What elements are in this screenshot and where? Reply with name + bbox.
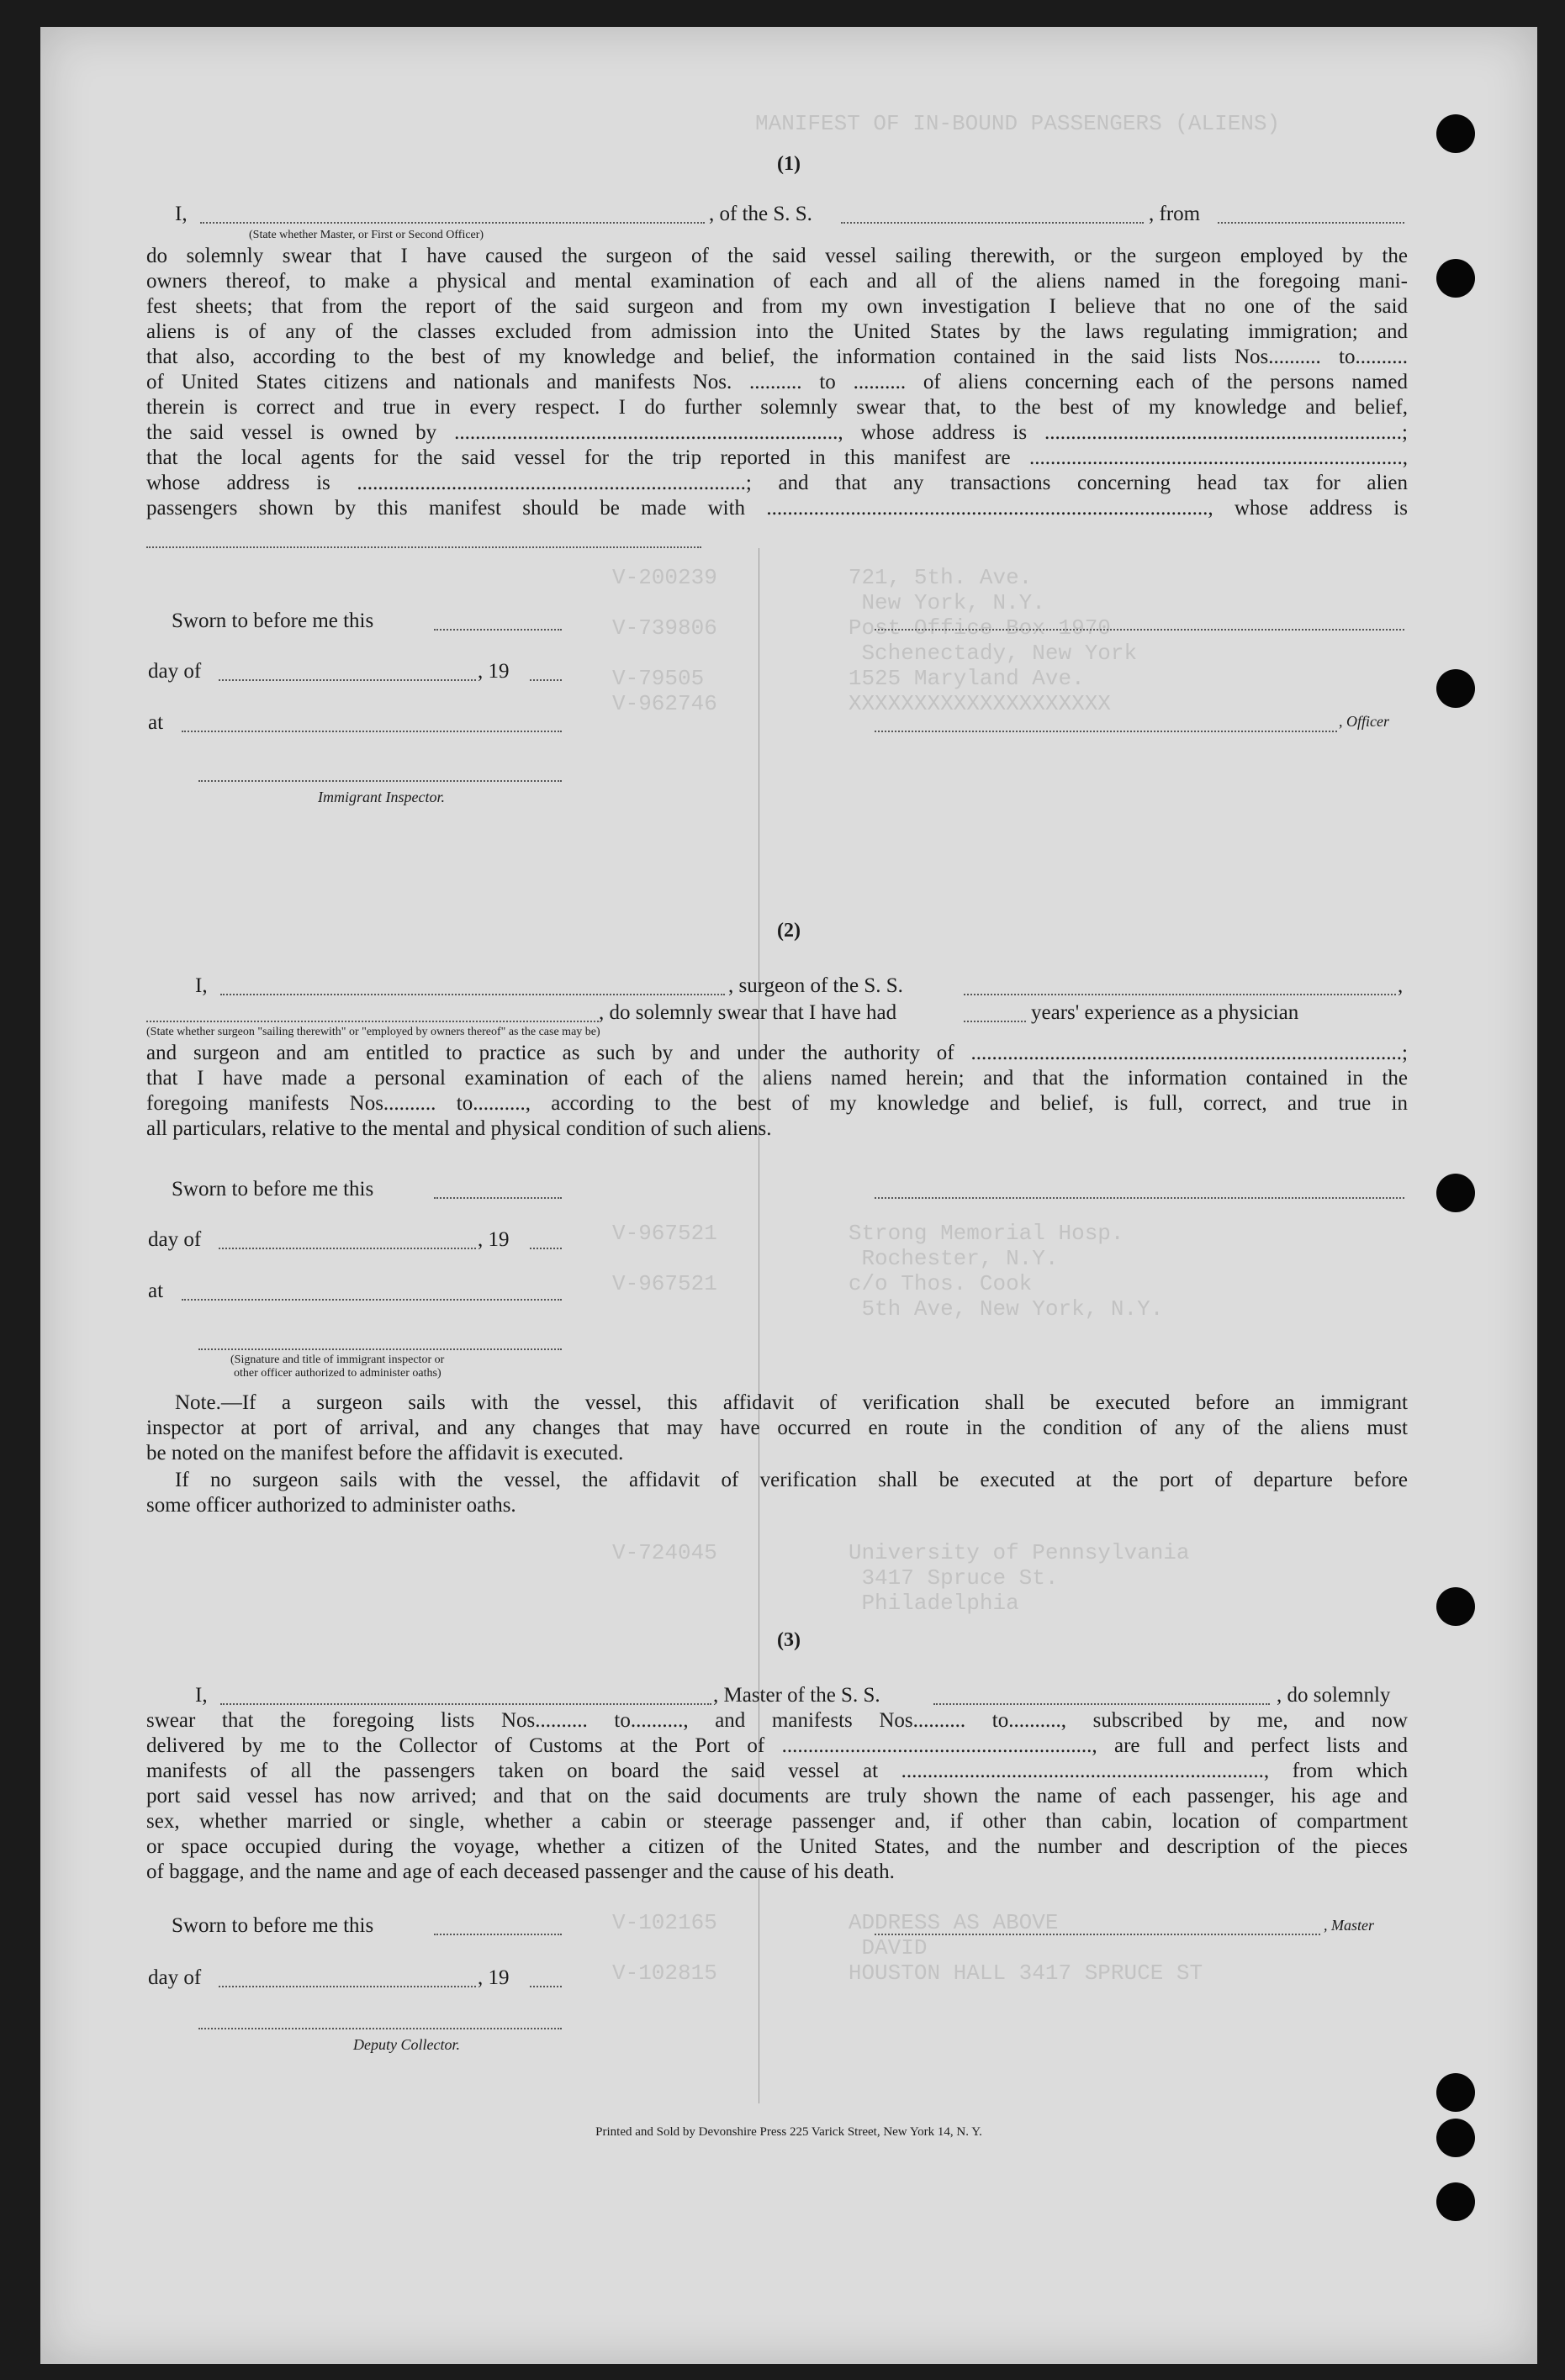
s3-body-line: port said vessel has now arrived; and that on the said documents are truly shown the name of each passenger, his age and	[146, 1785, 1408, 1807]
s1-body-line: passengers shown by this manifest should be made with ...................................................................................., whose address is	[146, 497, 1408, 520]
s2-blank-day	[219, 1248, 476, 1249]
s2-line-2-swear: , do solemnly swear that I have had	[599, 1001, 897, 1024]
s1-line-1-from: , from	[1149, 203, 1201, 225]
s3-line-1-i: I,	[195, 1684, 208, 1707]
bleed-through-texture: V-102165 ADDRESS AS ABOVE DAVID V-102815 HOUSTON HALL 3417 SPRUCE ST	[612, 1910, 1203, 1986]
s1-sworn-label: Sworn to before me this	[172, 610, 374, 632]
section-1-number: (1)	[777, 153, 801, 175]
punch-hole	[1436, 2073, 1475, 2112]
s2-blank-surgeon	[220, 994, 725, 995]
s3-blank-collector	[198, 2028, 562, 2029]
s3-collector-label: Deputy Collector.	[353, 2036, 460, 2053]
s2-body-line: and surgeon and am entitled to practice as such by and under the authority of ..................................................................................;	[146, 1042, 1408, 1064]
s2-blank-vessel	[964, 994, 1396, 995]
s1-blank-inspector	[198, 780, 562, 782]
s1-body-line: fest sheets; that from the report of the said surgeon and from my own investigation I believe that no one of the said	[146, 295, 1408, 318]
s1-blank-year	[530, 679, 562, 681]
s1-line-1-i: I,	[175, 203, 188, 225]
s1-blank-day	[219, 679, 476, 681]
note-line: be noted on the manifest before the affidavit is executed.	[146, 1442, 624, 1464]
s2-caption: (State whether surgeon "sailing therewith" or "employed by owners thereof" as the case may be)	[146, 1026, 600, 1038]
s1-body-line: of United States citizens and nationals and manifests Nos. .......... to .......... of aliens concerning each of the persons named	[146, 371, 1408, 393]
s1-body-line: the said vessel is owned by ........................................................................., whose address is ....................................................................;	[146, 421, 1408, 444]
s1-body-line: aliens is of any of the classes excluded from admission into the United States by the laws regulating immigration; and	[146, 320, 1408, 343]
punch-hole	[1436, 2182, 1475, 2221]
s2-blank-years	[964, 1021, 1026, 1022]
note-line: inspector at port of arrival, and any changes that may have occurred en route in the condition of any of the aliens must	[146, 1417, 1408, 1439]
punch-hole	[1436, 1174, 1475, 1212]
s1-blank-right-1	[875, 629, 1404, 631]
bleed-through-texture: V-200239 721, 5th. Ave. New York, N.Y. V-739806 Post Office Box 1970 Schenectady, New York V-79505 1525 Maryland Ave. V-962746 XXXXXXXXXXXXXXXXXXXX	[612, 565, 1138, 716]
s1-blank-at	[182, 731, 562, 732]
s2-blank-surgeon-signature	[875, 1197, 1404, 1199]
s1-body-line: that also, according to the best of my knowledge and belief, the information contained in the said lists Nos.......... to..........	[146, 346, 1408, 368]
note-line: Note.—If a surgeon sails with the vessel, this affidavit of verification shall be executed before an immigrant	[175, 1391, 1408, 1414]
bleed-through-texture: MANIFEST OF IN-BOUND PASSENGERS (ALIENS)	[755, 111, 1281, 136]
s1-body-line: owners thereof, to make a physical and mental examination of each and all of the aliens named in the foregoing mani-	[146, 270, 1408, 293]
s1-line-1-ss: , of the S. S.	[709, 203, 812, 225]
s3-body-line: or space occupied during the voyage, whether a citizen of the United States, and the number and description of the pieces	[146, 1835, 1408, 1858]
s2-blank-sworn	[434, 1197, 562, 1199]
section-2-number: (2)	[777, 920, 801, 942]
s2-body-line: foregoing manifests Nos.......... to.........., according to the best of my knowledge and belief, is full, correct, and true in	[146, 1092, 1408, 1115]
s3-sworn-label: Sworn to before me this	[172, 1914, 374, 1937]
note-line: some officer authorized to administer oaths.	[146, 1494, 516, 1517]
s3-blank-vessel	[933, 1703, 1270, 1705]
bleed-through-texture: V-724045 University of Pennsylvania 3417 Spruce St. Philadelphia	[612, 1540, 1190, 1616]
s3-blank-master-signature	[875, 1934, 1320, 1935]
manifest-back-page	[40, 27, 1537, 2364]
s2-sworn-label: Sworn to before me this	[172, 1178, 374, 1201]
s3-line-1-end: , do solemnly	[1277, 1684, 1391, 1707]
s1-body-line: that the local agents for the said vessel for the trip reported in this manifest are .......................................................................,	[146, 446, 1408, 469]
s3-body-line: of baggage, and the name and age of each deceased passenger and the cause of his death.	[146, 1860, 895, 1883]
s1-blank-vessel	[841, 222, 1144, 224]
s2-body-line: all particulars, relative to the mental and physical condition of such aliens.	[146, 1117, 772, 1140]
s2-blank-inspector	[198, 1348, 562, 1350]
s1-day-label: day of	[148, 660, 202, 683]
s3-body-line: swear that the foregoing lists Nos.......... to.........., and manifests Nos.......... to.........., subscribed by me, and now	[146, 1709, 1408, 1732]
s2-caption-signature: other officer authorized to administer oaths)	[234, 1367, 441, 1380]
s1-blank-officer	[200, 222, 705, 224]
s3-line-1-ss: , Master of the S. S.	[713, 1684, 880, 1707]
s2-line-2-years: years' experience as a physician	[1031, 1001, 1299, 1024]
s2-line-1-end: ,	[1398, 974, 1404, 997]
s2-at-label: at	[148, 1280, 164, 1302]
punch-hole	[1436, 1587, 1475, 1626]
s2-caption-signature: (Signature and title of immigrant inspector or	[230, 1354, 445, 1366]
s1-caption: (State whether Master, or First or Second Officer)	[249, 229, 484, 241]
s1-blank-sworn	[434, 629, 562, 631]
s2-blank-at	[182, 1299, 562, 1301]
s2-body-line: that I have made a personal examination of each of the aliens named herein; and that the information contained in the	[146, 1067, 1408, 1090]
s1-year-label: , 19	[478, 660, 510, 683]
s3-blank-year	[530, 1986, 562, 1987]
s3-day-label: day of	[148, 1966, 202, 1989]
s2-line-1-i: I,	[195, 974, 208, 997]
s3-blank-master	[220, 1703, 711, 1705]
s1-officer-label: , Officer	[1339, 713, 1389, 730]
s3-master-label: , Master	[1324, 1917, 1374, 1934]
s2-year-label: , 19	[478, 1228, 510, 1251]
punch-hole	[1436, 259, 1475, 298]
s1-blank-officer-signature	[875, 731, 1337, 732]
s1-body-line: therein is correct and true in every respect. I do further solemnly swear that, to the best of my knowledge and belief,	[146, 396, 1408, 419]
punch-hole	[1436, 669, 1475, 708]
s1-blank-whose-address	[146, 546, 701, 548]
s2-blank-year	[530, 1248, 562, 1249]
s1-body-line: whose address is ..........................................................................; and that any transactions concerning head tax for alien	[146, 472, 1408, 494]
s1-blank-from	[1218, 222, 1404, 224]
s3-body-line: manifests of all the passengers taken on board the said vessel at ....................................................................., from which	[146, 1760, 1408, 1782]
s3-body-line: delivered by me to the Collector of Customs at the Port of ..........................................................., are full and perfect lists and	[146, 1734, 1408, 1757]
note-line: If no surgeon sails with the vessel, the affidavit of verification shall be executed at the port of departure before	[175, 1469, 1408, 1491]
s3-blank-day	[219, 1986, 476, 1987]
s3-body-line: sex, whether married or single, whether a cabin or steerage passenger and, if other than cabin, location of compartment	[146, 1810, 1408, 1833]
s3-year-label: , 19	[478, 1966, 510, 1989]
s3-blank-sworn	[434, 1934, 562, 1935]
punch-hole	[1436, 2119, 1475, 2157]
s1-at-label: at	[148, 711, 164, 734]
section-3-number: (3)	[777, 1629, 801, 1651]
s1-body-line: do solemnly swear that I have caused the surgeon of the said vessel sailing therewith, or the surgeon employed by the	[146, 245, 1408, 267]
s1-inspector-label: Immigrant Inspector.	[318, 789, 445, 805]
s2-blank-sailing	[146, 1021, 599, 1022]
s2-line-1-ss: , surgeon of the S. S.	[728, 974, 903, 997]
punch-hole	[1436, 114, 1475, 153]
s2-day-label: day of	[148, 1228, 202, 1251]
bleed-through-texture: V-967521 Strong Memorial Hosp. Rochester, N.Y. V-967521 c/o Thos. Cook 5th Ave, New York, N.Y.	[612, 1221, 1164, 1322]
printer-footer: Printed and Sold by Devonshire Press 225 Varick Street, New York 14, N. Y.	[595, 2125, 982, 2139]
